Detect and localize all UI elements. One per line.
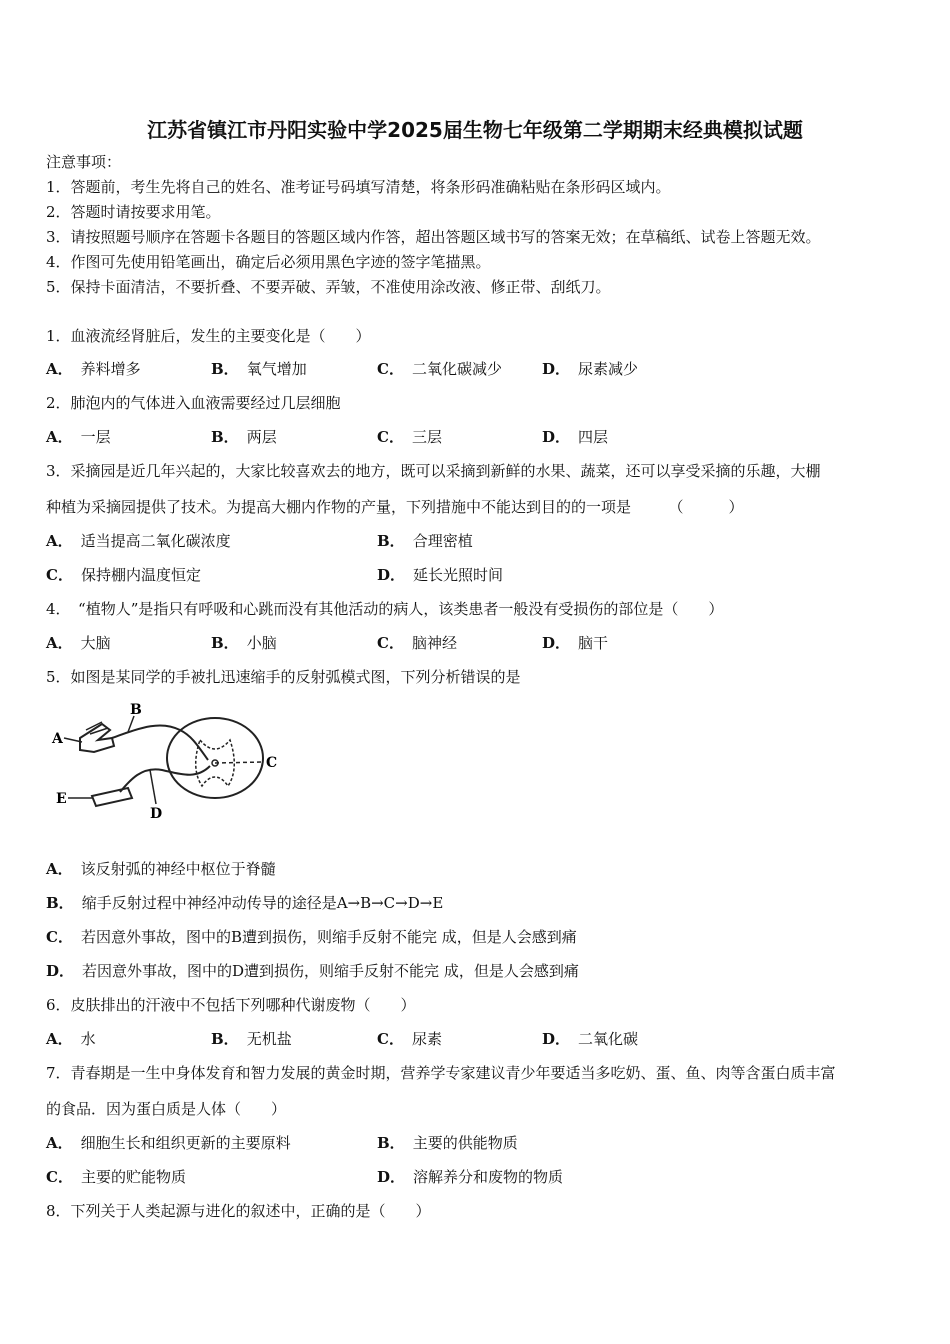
motor-nerve — [120, 766, 210, 792]
question-3-line1: 3．采摘园是近几年兴起的，大家比较喜欢去的地方，既可以采摘到新鲜的水果、蔬菜，还可以享受采摘的乐趣，大棚 — [46, 462, 821, 480]
q3-option-a[interactable]: A． 适当提高二氧化碳浓度 — [46, 532, 231, 550]
notice-item: 2．答题时请按要求用笔。 — [46, 203, 221, 221]
pointer-b — [128, 716, 134, 732]
label-d: D — [150, 806, 163, 820]
notice-item: 3．请按照题号顺序在答题卡各题目的答题区域内作答，超出答题区域书写的答案无效；在草稿纸、试卷上答题无效。 — [46, 228, 821, 246]
q7-option-a[interactable]: A． 细胞生长和组织更新的主要原料 — [46, 1134, 291, 1152]
question-6: 6．皮肤排出的汗液中不包括下列哪种代谢废物（ ） — [46, 996, 416, 1014]
notice-item: 5．保持卡面清洁，不要折叠、不要弄破、弄皱，不准使用涂改液、修正带、刮纸刀。 — [46, 278, 611, 296]
q1-option-d[interactable]: D． 尿素减少 — [542, 360, 639, 378]
label-a: A — [52, 731, 63, 747]
label-b: B — [130, 702, 142, 718]
q6-option-d[interactable]: D． 二氧化碳 — [542, 1030, 639, 1048]
q6-option-a[interactable]: A． 水 — [46, 1030, 96, 1048]
notice-item: 4．作图可先使用铅笔画出，确定后必须用黑色字迹的签字笔描黑。 — [46, 253, 491, 271]
question-7-line1: 7．青春期是一生中身体发育和智力发展的黄金时期，营养学专家建议青少年要适当多吃奶、蛋、鱼、肉等含蛋白质丰富 — [46, 1064, 836, 1082]
q2-option-d[interactable]: D． 四层 — [542, 428, 609, 446]
q7-option-c[interactable]: C． 主要的贮能物质 — [46, 1168, 186, 1186]
label-e: E — [56, 791, 67, 807]
q6-option-c[interactable]: C． 尿素 — [377, 1030, 442, 1048]
question-1: 1．血液流经肾脏后，发生的主要变化是（ ） — [46, 327, 371, 345]
q4-option-d[interactable]: D． 脑干 — [542, 634, 609, 652]
q7-option-b[interactable]: B． 主要的供能物质 — [377, 1134, 518, 1152]
q2-option-a[interactable]: A． 一层 — [46, 428, 111, 446]
question-5: 5．如图是某同学的手被扎迅速缩手的反射弧模式图，下列分析错误的是 — [46, 668, 521, 686]
question-7-line2: 的食品．因为蛋白质是人体（ ） — [46, 1100, 287, 1118]
question-4: 4． “植物人”是指只有呼吸和心跳而没有其他活动的病人，该类患者一般没有受损伤的部位是（ ） — [46, 600, 724, 618]
q1-option-c[interactable]: C． 二氧化碳减少 — [377, 360, 502, 378]
label-c: C — [266, 755, 278, 771]
notice-item: 1．答题前，考生先将自己的姓名、准考证号码填写清楚，将条形码准确粘贴在条形码区域内。 — [46, 178, 671, 196]
q5-option-c[interactable]: C． 若因意外事故，图中的B遭到损伤，则缩手反射不能完 成，但是人会感到痛 — [46, 928, 577, 946]
q1-option-b[interactable]: B． 氧气增加 — [211, 360, 307, 378]
q2-option-c[interactable]: C． 三层 — [377, 428, 442, 446]
q3-option-d[interactable]: D． 延长光照时间 — [377, 566, 504, 584]
q2-option-b[interactable]: B． 两层 — [211, 428, 277, 446]
q5-option-b[interactable]: B． 缩手反射过程中神经冲动传导的途径是A→B→C→D→E — [46, 894, 444, 912]
question-2: 2．肺泡内的气体进入血液需要经过几层细胞 — [46, 394, 341, 412]
q4-option-c[interactable]: C． 脑神经 — [377, 634, 457, 652]
hand-outline — [80, 724, 114, 752]
q5-option-a[interactable]: A． 该反射弧的神经中枢位于脊髓 — [46, 860, 276, 878]
q4-option-b[interactable]: B． 小脑 — [211, 634, 277, 652]
sensory-nerve — [112, 725, 208, 760]
question-3-line2: 种植为采摘园提供了技术。为提高大棚内作物的产量，下列措施中不能达到目的的一项是 （ ） — [46, 498, 744, 516]
reflex-arc-diagram — [50, 700, 290, 820]
q1-option-a[interactable]: A． 养料增多 — [46, 360, 141, 378]
pointer-d — [150, 770, 156, 804]
q3-option-b[interactable]: B． 合理密植 — [377, 532, 473, 550]
muscle — [92, 788, 132, 806]
q4-option-a[interactable]: A． 大脑 — [46, 634, 111, 652]
q7-option-d[interactable]: D． 溶解养分和废物的物质 — [377, 1168, 564, 1186]
notice-heading: 注意事项： — [46, 153, 122, 171]
page-title: 江苏省镇江市丹阳实验中学2025届生物七年级第二学期期末经典模拟试题 — [147, 118, 803, 142]
pointer-c — [215, 762, 264, 763]
q6-option-b[interactable]: B． 无机盐 — [211, 1030, 292, 1048]
q5-option-d[interactable]: D． 若因意外事故，图中的D遭到损伤，则缩手反射不能完 成，但是人会感到痛 — [46, 962, 579, 980]
question-8: 8．下列关于人类起源与进化的叙述中，正确的是（ ） — [46, 1202, 431, 1220]
q3-option-c[interactable]: C． 保持棚内温度恒定 — [46, 566, 201, 584]
